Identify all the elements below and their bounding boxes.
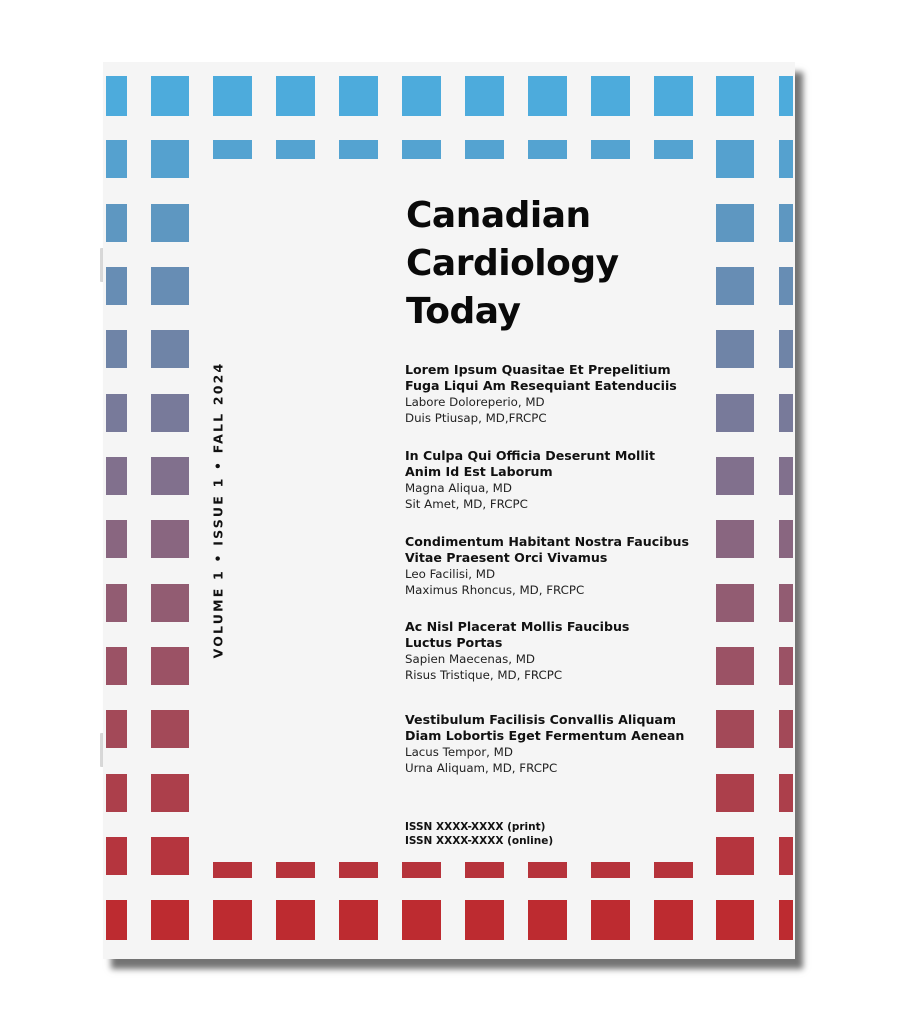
article-title-line: In Culpa Qui Officia Deserunt Mollit <box>405 448 655 463</box>
gradient-square <box>151 837 189 875</box>
issn-print: ISSN XXXX-XXXX (print) <box>405 821 546 833</box>
gradient-square <box>654 862 693 878</box>
article-title-line: Luctus Portas <box>405 635 503 650</box>
gradient-square <box>151 204 189 242</box>
gradient-square <box>106 584 127 622</box>
gradient-square <box>213 76 252 116</box>
gradient-square <box>106 204 127 242</box>
issn-block <box>405 820 553 848</box>
article-author: Sapien Maecenas, MD <box>405 652 535 666</box>
gradient-square <box>779 76 793 116</box>
gradient-square <box>106 774 127 812</box>
gradient-square <box>591 862 630 878</box>
gradient-square <box>654 140 693 159</box>
gradient-square <box>213 140 252 159</box>
gradient-square <box>716 774 754 812</box>
article-title-line: Lorem Ipsum Quasitae Et Prepelitium <box>405 362 671 377</box>
article-author: Labore Doloreperio, MD <box>405 395 545 409</box>
article-author: Lacus Tempor, MD <box>405 745 513 759</box>
gradient-square <box>402 76 441 116</box>
gradient-square <box>106 900 127 940</box>
gradient-square <box>716 837 754 875</box>
issn-online: ISSN XXXX-XXXX (online) <box>405 835 554 847</box>
gradient-square <box>591 900 630 940</box>
gradient-square <box>106 520 127 558</box>
gradient-square <box>654 76 693 116</box>
gradient-square <box>591 76 630 116</box>
title-line: Canadian <box>406 195 591 236</box>
gradient-square <box>779 204 793 242</box>
gradient-square <box>276 76 315 116</box>
gradient-square <box>779 900 793 940</box>
gradient-square <box>106 76 127 116</box>
gradient-square <box>151 394 189 432</box>
gradient-square <box>528 900 567 940</box>
gradient-square <box>106 647 127 685</box>
article-entry <box>405 534 725 598</box>
gradient-square <box>779 647 793 685</box>
article-author: Maximus Rhoncus, MD, FRCPC <box>405 583 585 597</box>
gradient-square <box>106 394 127 432</box>
article-title-line: Vestibulum Facilisis Convallis Aliquam <box>405 712 677 727</box>
gradient-square <box>402 862 441 878</box>
gradient-square <box>151 76 189 116</box>
article-author: Leo Facilisi, MD <box>405 567 496 581</box>
article-title-line: Anim Id Est Laborum <box>405 464 553 479</box>
gradient-square <box>654 900 693 940</box>
gradient-square <box>106 140 127 178</box>
gradient-square <box>779 330 793 368</box>
article-title-line: Condimentum Habitant Nostra Faucibus <box>405 534 689 549</box>
gradient-square <box>528 76 567 116</box>
article-entry <box>405 619 725 683</box>
article-title-line: Ac Nisl Placerat Mollis Faucibus <box>405 619 630 634</box>
gradient-square <box>591 140 630 159</box>
gradient-square <box>779 394 793 432</box>
article-author: Duis Ptiusap, MD,FRCPC <box>405 411 547 425</box>
gradient-square <box>528 862 567 878</box>
gradient-square <box>151 520 189 558</box>
gradient-square <box>106 267 127 305</box>
gradient-square <box>151 140 189 178</box>
gradient-square <box>276 900 315 940</box>
gradient-square <box>339 900 378 940</box>
gradient-square <box>339 140 378 159</box>
article-author: Sit Amet, MD, FRCPC <box>405 497 528 511</box>
gradient-square <box>402 900 441 940</box>
gradient-square <box>151 647 189 685</box>
gradient-square <box>151 457 189 495</box>
gradient-square <box>465 76 504 116</box>
gradient-square <box>151 900 189 940</box>
gradient-square <box>339 76 378 116</box>
article-title-line: Vitae Praesent Orci Vivamus <box>405 550 608 565</box>
gradient-square <box>779 457 793 495</box>
gradient-square <box>465 862 504 878</box>
article-entry <box>405 448 725 512</box>
gradient-square <box>779 140 793 178</box>
gradient-square <box>779 520 793 558</box>
gradient-square <box>779 584 793 622</box>
gradient-square <box>213 862 252 878</box>
article-title-line: Diam Lobortis Eget Fermentum Aenean <box>405 728 685 743</box>
volume-issue-label: VOLUME 1 • ISSUE 1 • FALL 2024 <box>210 361 226 659</box>
gradient-square <box>106 710 127 748</box>
article-author: Risus Tristique, MD, FRCPC <box>405 668 563 682</box>
gradient-square <box>151 267 189 305</box>
gradient-square <box>213 900 252 940</box>
gradient-square <box>716 140 754 178</box>
gradient-square <box>779 267 793 305</box>
gradient-square <box>339 862 378 878</box>
gradient-square <box>151 584 189 622</box>
gradient-square <box>106 837 127 875</box>
article-entry <box>405 712 725 776</box>
gradient-square <box>151 330 189 368</box>
gradient-square <box>716 900 754 940</box>
magazine-title <box>406 192 736 336</box>
article-title-line: Fuga Liqui Am Resequiant Eatenduciis <box>405 378 677 393</box>
gradient-square <box>151 774 189 812</box>
gradient-square <box>716 76 754 116</box>
article-author: Urna Aliquam, MD, FRCPC <box>405 761 558 775</box>
article-entry <box>405 362 725 426</box>
title-line: Today <box>406 291 521 332</box>
gradient-square <box>465 900 504 940</box>
gradient-square <box>276 862 315 878</box>
gradient-square <box>528 140 567 159</box>
gradient-square <box>779 710 793 748</box>
gradient-square <box>402 140 441 159</box>
gradient-square <box>276 140 315 159</box>
gradient-square <box>106 330 127 368</box>
gradient-square <box>151 710 189 748</box>
gradient-square <box>465 140 504 159</box>
article-author: Magna Aliqua, MD <box>405 481 512 495</box>
gradient-square <box>779 774 793 812</box>
title-line: Cardiology <box>406 243 619 284</box>
gradient-square <box>106 457 127 495</box>
gradient-square <box>779 837 793 875</box>
